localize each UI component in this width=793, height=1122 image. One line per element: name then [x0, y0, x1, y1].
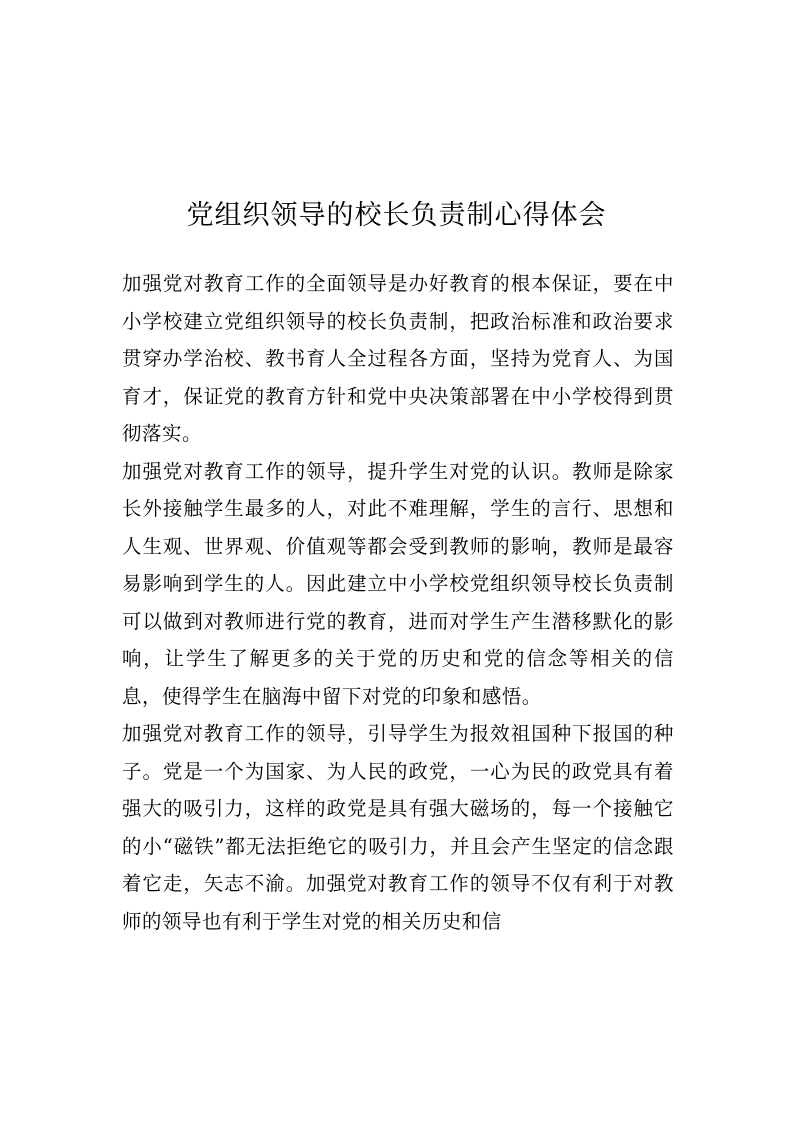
document-body [122, 265, 674, 940]
paragraph-3: 加强党对教育工作的领导，引导学生为报效祖国种下报国的种子。党是一个为国家、为人民的政党，一心为民的政党具有着强大的吸引力，这样的政党是具有强大磁场的，每一个接触它的小“磁铁”都无法拒绝它的吸引力，并且会产生坚定的信念跟着它走，矢志不渝。加强党对教育工作的领导不仅有利于对教师的领导也有利于学生对党的相关历史和信 [122, 722, 674, 933]
paragraph-1: 加强党对教育工作的全面领导是办好教育的根本保证，要在中小学校建立党组织领导的校长负责制，把政治标准和政治要求贯穿办学治校、教书育人全过程各方面，坚持为党育人、为国育才，保证党的教育方针和党中央决策部署在中小学校得到贯彻落实。 [122, 272, 674, 445]
paragraph-2: 加强党对教育工作的领导，提升学生对党的认识。教师是除家长外接触学生最多的人，对此不难理解，学生的言行、思想和人生观、世界观、价值观等都会受到教师的影响，教师是最容易影响到学生的人。因此建立中小学校党组织领导校长负责制可以做到对教师进行党的教育，进而对学生产生潜移默化的影响，让学生了解更多的关于党的历史和党的信念等相关的信息，使得学生在脑海中留下对党的印象和感悟。 [122, 459, 674, 708]
document-title: 党组织领导的校长负责制心得体会 [186, 200, 607, 231]
